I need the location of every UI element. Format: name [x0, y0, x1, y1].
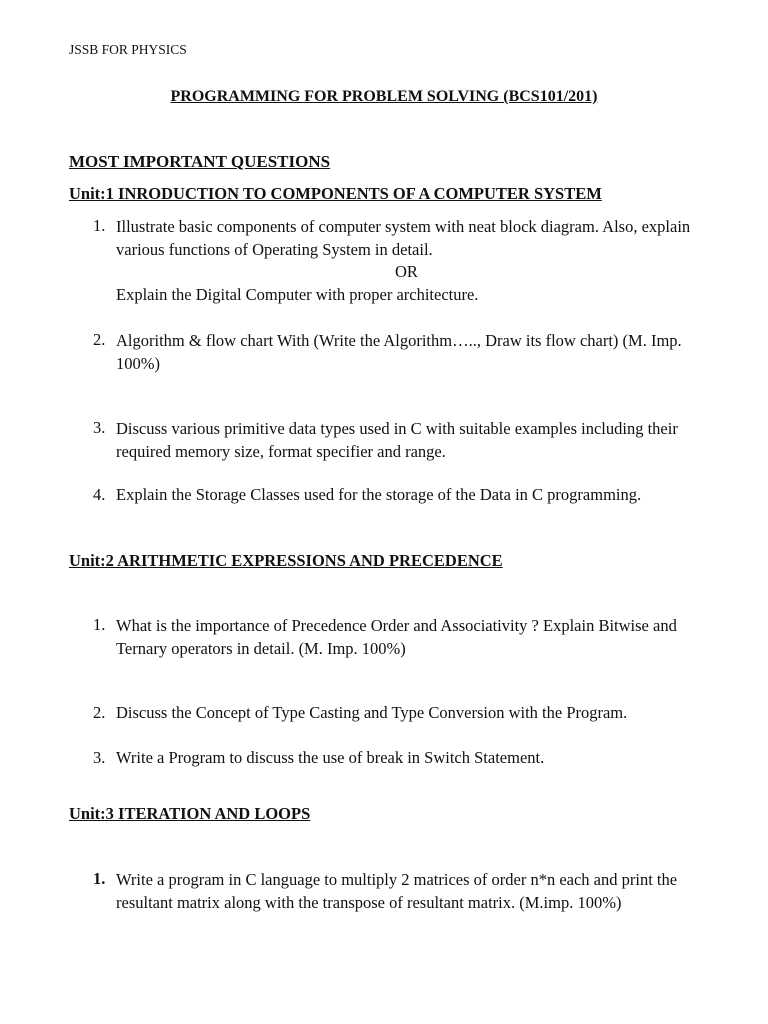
unit2-q3-text: Write a Program to discuss the use of break in Switch Statement.	[116, 748, 545, 767]
unit1-q2-number: 2.	[93, 330, 106, 349]
unit2-q1-number: 1.	[93, 615, 106, 634]
unit2-q1-text: What is the importance of Precedence Order and Associativity ? Explain Bitwise and Ternary operators in detail. (M. Imp. 100%)	[116, 616, 677, 658]
unit1-q4-number: 4.	[93, 485, 106, 504]
unit2-q3-number: 3.	[93, 748, 106, 767]
unit3-q1-text: Write a program in C language to multiply 2 matrices of order n*n each and print the resultant matrix along with the transpose of resultant matrix. (M.imp. 100%)	[116, 870, 678, 912]
unit1-q3-number: 3.	[93, 418, 106, 437]
unit1-q1-number: 1.	[93, 216, 106, 235]
unit1-heading: Unit:1 INRODUCTION TO COMPONENTS OF A COMPUTER SYSTEM	[69, 184, 602, 203]
document-title: PROGRAMMING FOR PROBLEM SOLVING (BCS101/201)	[170, 88, 598, 105]
unit1-q2-text: Algorithm & flow chart With (Write the Algorithm….., Draw its flow chart) (M. Imp. 100%)	[116, 331, 682, 373]
unit1-q1-text: Illustrate basic components of computer system with neat block diagram. Also, explain various functions of Operating System in detail.	[116, 217, 691, 259]
unit2-q2-text: Discuss the Concept of Type Casting and Type Conversion with the Program.	[116, 703, 628, 722]
unit3-heading: Unit:3 ITERATION AND LOOPS	[69, 804, 311, 823]
unit1-q4-text: Explain the Storage Classes used for the storage of the Data in C programming.	[116, 485, 642, 504]
unit1-q1-alternative: Explain the Digital Computer with proper architecture.	[116, 285, 479, 304]
unit3-q1-number: 1.	[93, 869, 106, 888]
unit2-heading: Unit:2 ARITHMETIC EXPRESSIONS AND PRECEDENCE	[69, 551, 503, 570]
unit1-q3-text: Discuss various primitive data types used in C with suitable examples including their required memory size, format specifier and range.	[116, 419, 678, 461]
unit2-q2-number: 2.	[93, 703, 106, 722]
section-heading-most-important: MOST IMPORTANT QUESTIONS	[69, 152, 331, 171]
unit1-q1-or: OR	[395, 262, 418, 281]
document-header: JSSB FOR PHYSICS	[69, 42, 187, 57]
